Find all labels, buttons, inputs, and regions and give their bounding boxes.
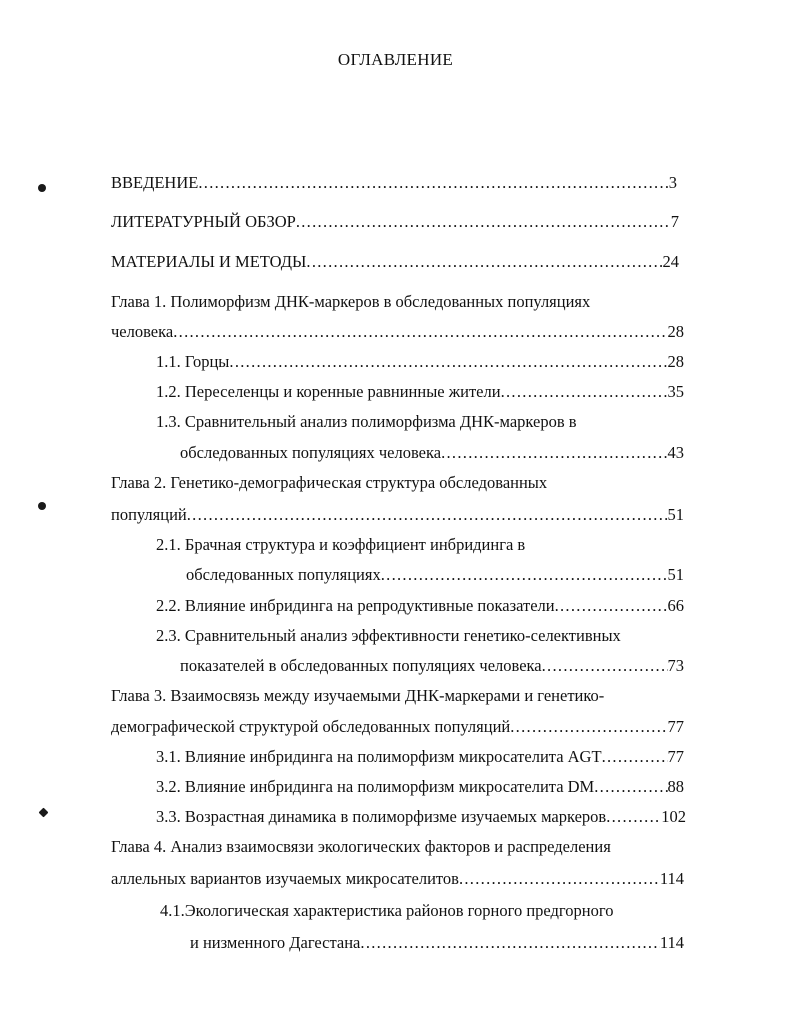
- toc-leader: [198, 170, 668, 196]
- toc-chapter-1-heading: Глава 1. Полиморфизм ДНК-маркеров в обследованных популяциях: [111, 292, 591, 311]
- toc-entry-chapter-1[interactable]: [111, 319, 684, 345]
- toc-page: 114: [659, 869, 684, 888]
- toc-page: 77: [667, 717, 684, 736]
- toc-page: 51: [667, 505, 684, 524]
- toc-leader: [173, 319, 667, 345]
- toc-2-3-heading: 2.3. Сравнительный анализ эффективности генетико-селективных: [156, 626, 621, 645]
- margin-dot: [38, 184, 46, 192]
- toc-entry-literature-review[interactable]: [111, 209, 679, 235]
- toc-label: 3.2. Влияние инбридинга на полиморфизм микросателита DM: [156, 777, 595, 796]
- toc-label: 3.3. Возрастная динамика в полиморфизме изучаемых маркеров: [156, 807, 607, 826]
- toc-chapter-2-heading: Глава 2. Генетико-демографическая структура обследованных: [111, 473, 548, 492]
- toc-entry-3-2[interactable]: [156, 774, 684, 800]
- toc-leader: [501, 379, 668, 405]
- toc-page: 3: [668, 173, 677, 192]
- page-title: ОГЛАВЛЕНИЕ: [337, 50, 454, 69]
- toc-leader: [542, 653, 668, 679]
- margin-diamond: [39, 808, 49, 818]
- toc-entry-2-2[interactable]: [156, 593, 684, 619]
- toc-leader: [441, 440, 667, 466]
- toc-label: 1.2. Переселенцы и коренные равнинные жители: [156, 382, 501, 401]
- toc-leader: [602, 744, 668, 770]
- toc-page: 73: [667, 656, 684, 675]
- toc-page: 43: [667, 443, 684, 462]
- toc-chapter-4-heading: Глава 4. Анализ взаимосвязи экологических факторов и распределения: [111, 837, 611, 856]
- toc-label: 3.1. Влияние инбридинга на полиморфизм микросателита AGT: [156, 747, 602, 766]
- toc-page: 114: [659, 933, 684, 952]
- toc-label: ЛИТЕРАТУРНЫЙ ОБЗОР: [111, 212, 296, 231]
- toc-1-3-heading: 1.3. Сравнительный анализ полиморфизма ДНК-маркеров в: [156, 412, 577, 431]
- toc-leader: [381, 562, 668, 588]
- toc-entry-introduction[interactable]: [111, 170, 677, 196]
- toc-entry-materials-methods[interactable]: [111, 249, 679, 275]
- toc-entry-1-2[interactable]: [156, 379, 684, 405]
- toc-label: популяций: [111, 505, 187, 524]
- toc-entry-4-1[interactable]: [190, 930, 684, 956]
- toc-page: 102: [661, 807, 686, 826]
- toc-entry-2-1[interactable]: [186, 562, 684, 588]
- toc-page: 88: [667, 777, 684, 796]
- toc-2-1-heading: 2.1. Брачная структура и коэффициент инбридинга в: [156, 535, 526, 554]
- toc-leader: [187, 502, 668, 528]
- toc-4-1-heading: 4.1.Экологическая характеристика районов горного предгорного: [160, 901, 614, 920]
- toc-label: показателей в обследованных популяциях человека: [180, 656, 542, 675]
- toc-entry-2-3[interactable]: [180, 653, 684, 679]
- toc-label: МАТЕРИАЛЫ И МЕТОДЫ: [111, 252, 307, 271]
- toc-label: аллельных вариантов изучаемых микросателитов: [111, 869, 459, 888]
- toc-entry-3-3[interactable]: [156, 804, 686, 830]
- toc-label: ВВЕДЕНИЕ: [111, 173, 199, 192]
- toc-leader: [459, 866, 660, 892]
- toc-label: обследованных популяциях человека: [180, 443, 442, 462]
- toc-label: обследованных популяциях: [186, 565, 381, 584]
- toc-entry-3-1[interactable]: [156, 744, 684, 770]
- toc-label: и низменного Дагестана: [190, 933, 361, 952]
- toc-entry-1-3[interactable]: [180, 440, 684, 466]
- toc-entry-1-1[interactable]: [156, 349, 684, 375]
- toc-leader: [360, 930, 659, 956]
- toc-entry-chapter-4[interactable]: [111, 866, 684, 892]
- toc-page: 28: [667, 322, 684, 341]
- toc-page: 51: [667, 565, 684, 584]
- toc-leader: [594, 774, 667, 800]
- toc-label: демографической структурой обследованных популяций: [111, 717, 511, 736]
- toc-page: 28: [667, 352, 684, 371]
- toc-page: 24: [662, 252, 679, 271]
- toc-leader: [606, 804, 661, 830]
- toc-page: 66: [667, 596, 684, 615]
- toc-page: 7: [670, 212, 679, 231]
- toc-page: 77: [667, 747, 684, 766]
- toc-chapter-3-heading: Глава 3. Взаимосвязь между изучаемыми ДНК-маркерами и генетико-: [111, 686, 605, 705]
- toc-leader: [296, 209, 671, 235]
- toc-leader: [229, 349, 667, 375]
- toc-entry-chapter-2[interactable]: [111, 502, 684, 528]
- margin-dot: [38, 502, 46, 510]
- toc-leader: [510, 714, 667, 740]
- toc-entry-chapter-3[interactable]: [111, 714, 684, 740]
- toc-label: человека: [111, 322, 174, 341]
- toc-label: 2.2. Влияние инбридинга на репродуктивные показатели: [156, 596, 555, 615]
- toc-leader: [306, 249, 662, 275]
- toc-leader: [555, 593, 668, 619]
- toc-page: 35: [667, 382, 684, 401]
- toc-label: 1.1. Горцы: [156, 352, 230, 371]
